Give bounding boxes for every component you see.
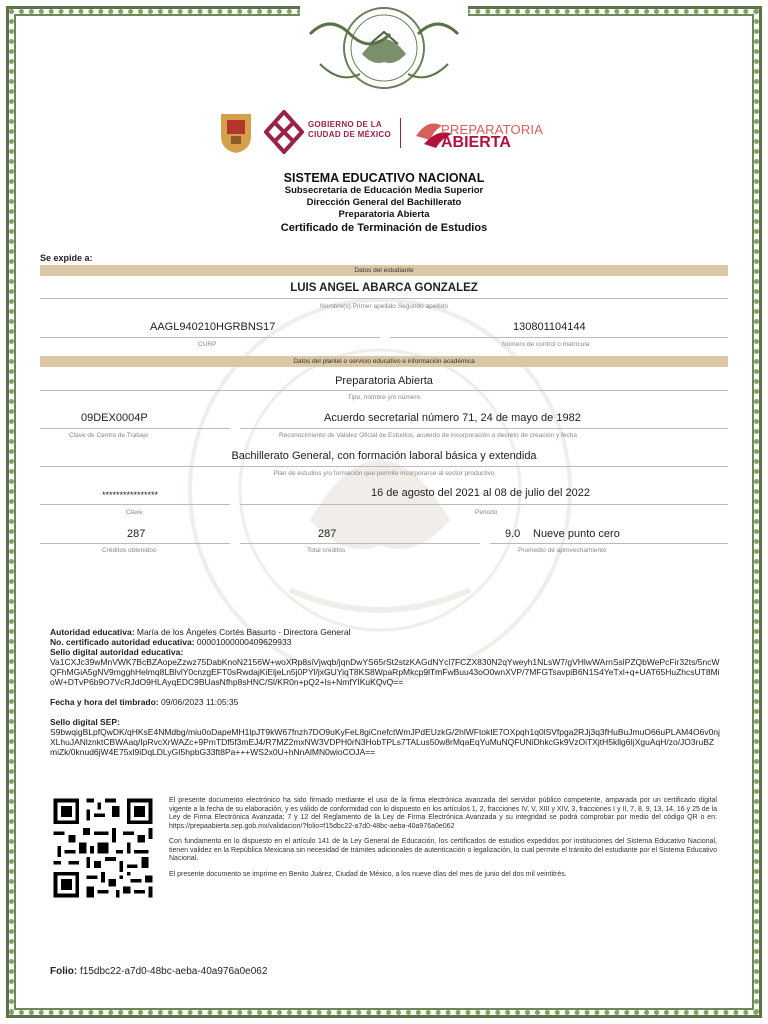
tipo-rule: [40, 390, 728, 391]
document-title-block: [0, 171, 768, 235]
autoridad-value: María de los Ángeles Cortés Basurto - Directora General: [136, 627, 351, 637]
student-name-label: Nombre(s) Primer apellido Segundo apellido: [320, 303, 448, 310]
rvoe-value: Acuerdo secretarial número 71, 24 de mayo de 1982: [324, 412, 581, 424]
name-rule: [40, 298, 728, 299]
folio-label: Folio:: [50, 966, 78, 977]
curp-label: CURP: [198, 341, 217, 348]
autoridad-label: Autoridad educativa:: [50, 627, 135, 637]
gobierno-logo-text: [308, 120, 391, 140]
clave-value: ****************: [102, 490, 159, 500]
gobierno-line2: CIUDAD DE MÉXICO: [308, 130, 392, 139]
periodo-rule: [240, 504, 728, 505]
promedio-label: Promedio de aprovechamiento: [518, 547, 607, 554]
gobierno-cdmx-logo-icon: [264, 110, 304, 154]
tipo-value: Preparatoria Abierta: [335, 375, 433, 387]
control-number-label: Número de control o matrícula: [502, 341, 590, 348]
rvoe-label: Reconocimiento de Validez Oficial de Estudios, acuerdo de incorporación o decreto de creación y fecha: [279, 432, 577, 439]
school-data-band: Datos del plantel o servicio educativo e información académica: [40, 356, 728, 367]
promedio-text: Nueve punto cero: [533, 528, 620, 540]
curp-value: AAGL940210HGRBNS17: [150, 321, 276, 333]
sello-value: Va1CXJc39wMnVWK7BcBZAopeZzwz75DabKnoN2156W+woXRp8siVjwqb/jqnDwYS65rSt2stzKAGdNYcl7FCZX830N2qYweyh1NLsW7/gVHlwWArnSslPZQbWePcFir32ts/5ncWQFhMGiA5gNV9mgghHelmq8LBlvlY0cnzgEFT0sRwdajKiEljeLn5j0PYl/jxGUYiqT8KS8WpaRpMkcp9lTmFwBuu43oO0wnXVP/7MFGTsavpiB6N1S4YeTxl+q+UAT65HuZhcsUT8MioW+DTvP6b9O7VcRJdO9HLAyqEDC9BUasNfhp8sHNC/Sl/KR0n+pQ2+Is+NmfYIKuKQvQ==: [50, 657, 720, 687]
folio-value: f15dbc22-a7d0-48bc-aeba-40a976a0e062: [80, 966, 268, 977]
creditos-obtenidos-label: Créditos obtenidos: [102, 547, 157, 554]
plan-rule: [40, 466, 728, 467]
clave-ct-label: Clave de Centro de Trabajo: [69, 432, 149, 439]
prepa-logo-line2: ABIERTA: [441, 134, 511, 151]
coat-of-arms-seal-icon: [300, 4, 468, 100]
header-logos: [0, 110, 768, 160]
student-name: LUIS ANGEL ABARCA GONZALEZ: [290, 282, 478, 294]
rvoe-rule: [240, 428, 728, 429]
clave-ct-value: 09DEX0004P: [81, 412, 148, 424]
fecha-timbrado-label: Fecha y hora del timbrado:: [50, 697, 159, 707]
clave-ct-rule: [40, 428, 230, 429]
certificado-title: Certificado de Terminación de Estudios: [280, 222, 488, 234]
tipo-label: Tipo, nombre y/o número: [347, 394, 421, 401]
plan-value: Bachillerato General, con formación laboral básica y extendida: [231, 450, 537, 462]
clave-label: Clave: [126, 509, 143, 516]
total-creditos-value: 287: [318, 528, 337, 540]
no-cert-label: No. certificado autoridad educativa:: [50, 637, 195, 647]
clave-rule: [40, 504, 230, 505]
total-creditos-label: Total créditos: [307, 547, 346, 554]
creditos-obtenidos-rule: [40, 543, 230, 544]
legal-paragraph-3: El presente documento se imprime en Benito Juárez, Ciudad de México, a los nueve días del mes de junio del dos mil veintitrés.: [169, 870, 567, 878]
folio: [50, 966, 267, 977]
direccion-title: Dirección General del Bachillerato: [306, 197, 462, 208]
gobierno-line1: GOBIERNO DE LA: [308, 120, 382, 129]
authority-section: [50, 627, 720, 757]
preparatoria-title: Preparatoria Abierta: [338, 209, 430, 220]
prepa-logo-line1: PREPARATORIA: [441, 122, 544, 137]
sistema-title: SISTEMA EDUCATIVO NACIONAL: [283, 171, 485, 185]
fecha-timbrado-value: 09/06/2023 11:05:35: [161, 697, 239, 707]
qr-code-icon[interactable]: [50, 795, 156, 901]
sello-sep-value: S9bwqigBLpfQwDK/qHKsE4NMdbg/miu0oDapeMH1lpJT9kW67fnzh7DO9uKyFeL8giCnefctWmJPdEUzkG/2hlWFtokIE7OXpqh1q0lSVfpga2RJj3q3fHuBuJmuO66uPLAM4O6v0njXLhuJANlznktCBWAaq/IpRvcXrWAZc+9PmTDf5f3mEJ4/R7MZ2mxNW3VDPH0rN3HobTPLs7TALus50w8rMqaEqYuMuNQFUNiDhkcGk9VzOiTXjtH5kllg6IjXguAqH/zo/JO3ruBZmiZk/0knud6jW4E75xl9iDqLDLyGI5hpbG33ft8Pa+++WS2x0U+hNnAlMN0wioCOJA==: [50, 727, 720, 757]
total-creditos-rule: [240, 543, 480, 544]
plan-label: Plan de estudios y/o formación que permite incorporarse al sector productivo: [273, 470, 495, 477]
sello-sep-label: Sello digital SEP:: [50, 717, 120, 727]
control-rule: [390, 337, 728, 338]
periodo-value: 16 de agosto del 2021 al 08 de julio del 2022: [371, 487, 590, 499]
sello-label: Sello digital autoridad educativa:: [50, 647, 184, 657]
no-cert-value: 00001000000409629933: [196, 637, 292, 647]
legal-paragraph-1: El presente documento electrónico ha sido firmado mediante el uso de la firma electrónica avanzada del servidor público competente, amparada por un certificado digital vigente a la fecha de su elaboración, y es válido de conformidad con lo dispuesto en los artículos 1, 2, fracciones IV, V, XIII y XIV, 3, fracciones I y II, 7, 8, 9, 13, 14, 16 y 25 de la Ley de Firma Electrónica Avanzada; 7 y 12 del Reglamento de la Ley de Firma Electrónica Avanzada y su integridad se podrá comprobar por medio del código QR o en: https://prepaabierta.sep.gob.mx/validacion/?folio=f15dbc22-a7d0-48bc-aeba-40a976a0e062: [169, 797, 717, 830]
se-expide-label: Se expide a:: [40, 253, 93, 263]
student-data-band: Datos del estudiante: [40, 265, 728, 276]
promedio-number: 9.0: [505, 528, 521, 540]
control-number-value: 130801104144: [513, 321, 586, 333]
curp-rule: [40, 337, 380, 338]
periodo-label: Periodo: [475, 509, 498, 516]
promedio-rule: [490, 543, 728, 544]
cdmx-shield-icon: [219, 112, 253, 154]
legal-notice: [169, 797, 717, 886]
creditos-obtenidos-value: 287: [127, 528, 146, 540]
legal-paragraph-2: Con fundamento en lo dispuesto en el artículo 141 de la Ley General de Educación, los certificados de estudios expedidos por instituciones del Sistema Educativo Nacional, tienen validez en la República Mexicana sin necesidad de trámites adicionales de autenticación o legalización, lo cual permite el tránsito del estudiante por el Sistema Educativo Nacional.: [169, 838, 717, 862]
logo-divider: [400, 118, 401, 148]
subsecretaria-title: Subsecretaría de Educación Media Superior: [284, 185, 484, 196]
